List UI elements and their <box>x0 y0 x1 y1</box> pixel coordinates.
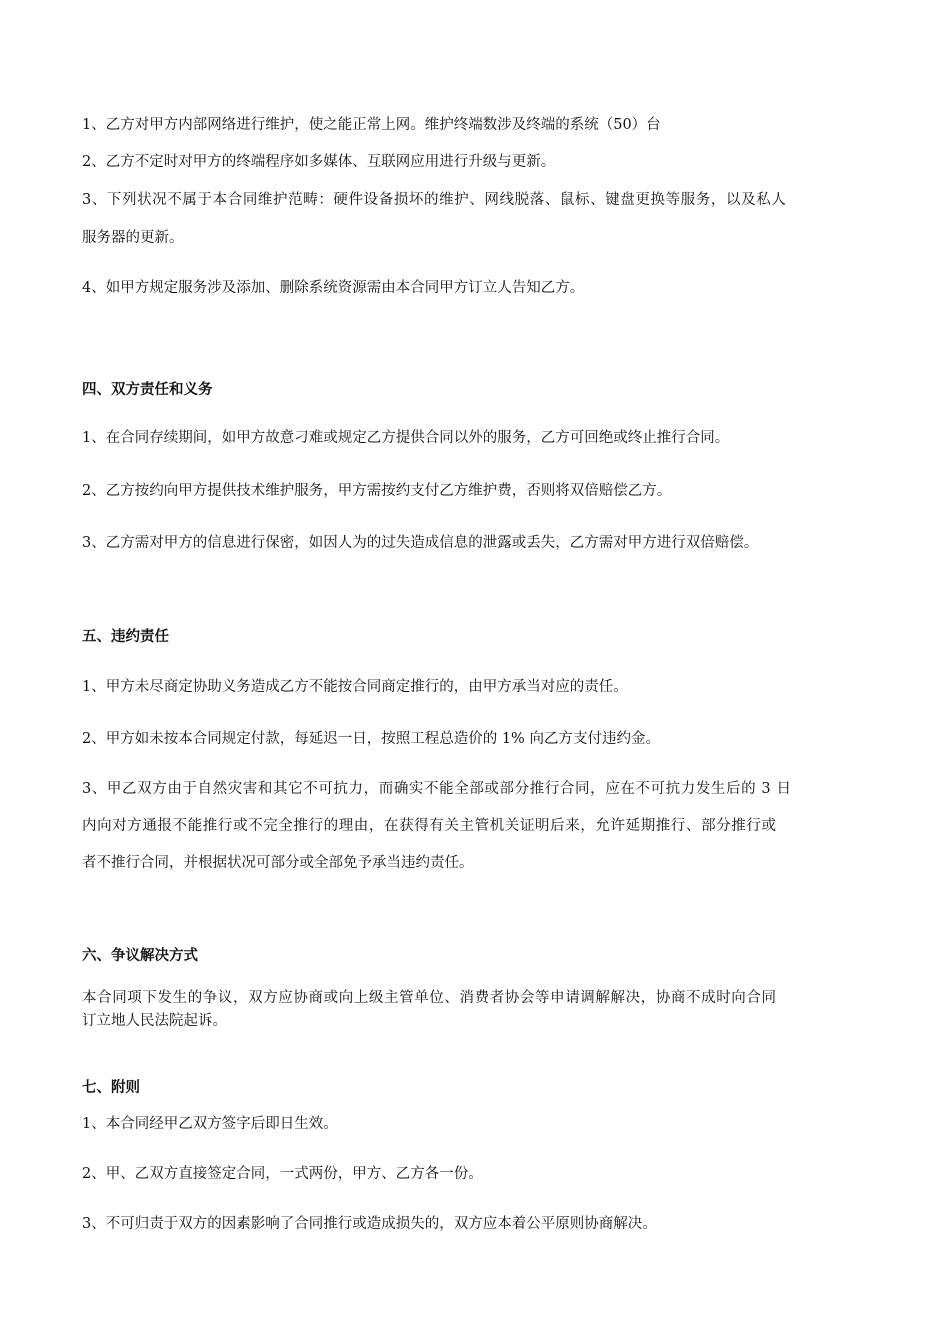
clause-3-4: 4、如甲方规定服务涉及添加、删除系统资源需由本合同甲方订立人告知乙方。 <box>82 280 585 296</box>
clause-7-1: 1、本合同经甲乙双方签字后即日生效。 <box>82 1116 338 1132</box>
clause-7-3: 3、不可归责于双方的因素影响了合同推行或造成损失的，双方应本着公平原则协商解决。 <box>82 1216 657 1232</box>
section-heading-responsibilities: 四、双方责任和义务 <box>82 381 213 398</box>
clause-4-1: 1、在合同存续期间，如甲方故意刁难或规定乙方提供合同以外的服务，乙方可回绝或终止推行合同。 <box>82 430 730 446</box>
section-heading-breach: 五、违约责任 <box>82 628 169 645</box>
clause-6-text: 本合同项下发生的争议，双方应协商或向上级主管单位、消费者协会等申请调解解决，协商不成时向合同 <box>82 990 777 1006</box>
clause-6-text-cont: 订立地人民法院起诉。 <box>82 1013 227 1029</box>
clause-4-2: 2、乙方按约向甲方提供技术维护服务，甲方需按约支付乙方维护费，否则将双倍赔偿乙方。 <box>82 483 672 499</box>
clause-3-2: 2、乙方不定时对甲方的终端程序如多媒体、互联网应用进行升级与更新。 <box>82 154 556 170</box>
clause-4-3: 3、乙方需对甲方的信息进行保密，如因人为的过失造成信息的泄露或丢失，乙方需对甲方进行双倍赔偿。 <box>82 535 759 551</box>
clause-5-2: 2、甲方如未按本合同规定付款，每延迟一日，按照工程总造价的 1% 向乙方支付违约金。 <box>82 731 660 747</box>
clause-5-3: 3、甲乙双方由于自然灾害和其它不可抗力，而确实不能全部或部分推行合同，应在不可抗力发生后的 3 日 <box>82 781 792 797</box>
clause-5-1: 1、甲方未尽商定协助义务造成乙方不能按合同商定推行的，由甲方承当对应的责任。 <box>82 679 628 695</box>
section-heading-dispute: 六、争议解决方式 <box>82 947 198 964</box>
clause-5-3-cont-2: 者不推行合同，并根据状况可部分或全部免予承当违约责任。 <box>82 855 474 871</box>
clause-3-3-cont: 服务器的更新。 <box>82 230 184 246</box>
clause-7-2: 2、甲、乙双方直接签定合同，一式两份，甲方、乙方各一份。 <box>82 1166 483 1182</box>
clause-3-3: 3、下列状况不属于本合同维护范畴：硬件设备损坏的维护、网线脱落、鼠标、键盘更换等服务，以及私人 <box>82 192 787 208</box>
clause-5-3-cont-1: 内向对方通报不能推行或不完全推行的理由，在获得有关主管机关证明后来，允许延期推行、部分推行或 <box>82 818 777 834</box>
section-heading-appendix: 七、附则 <box>82 1079 140 1096</box>
clause-3-1: 1、乙方对甲方内部网络进行维护，使之能正常上网。维护终端数涉及终端的系统（50）台 <box>82 117 661 133</box>
